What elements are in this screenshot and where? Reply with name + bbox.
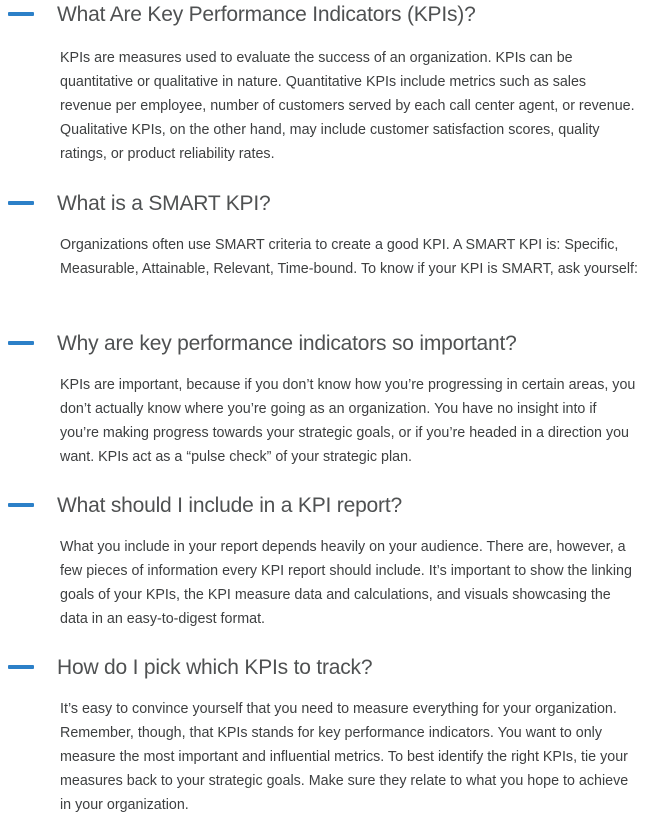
- minus-icon[interactable]: [8, 201, 34, 205]
- faq-item-what-are-kpis: [0, 0, 650, 177]
- minus-icon[interactable]: [8, 503, 34, 507]
- faq-item-kpi-report: [0, 479, 650, 641]
- minus-icon[interactable]: [8, 12, 34, 16]
- minus-icon[interactable]: [8, 341, 34, 345]
- faq-answer: KPIs are important, because if you don’t know how you’re progressing in certain areas, you don’t actually know where you’re going as an organization. You have no insight into if you’re making progress towards your strategic goals, or if you’re headed in a direction you want. KPIs act as a “pulse check” of your strategic plan.: [60, 377, 636, 465]
- faq-question-toggle[interactable]: [0, 329, 650, 365]
- faq-item-pick-kpis: [0, 641, 650, 825]
- faq-question[interactable]: Why are key performance indicators so important?: [57, 332, 517, 355]
- faq-answer: Organizations often use SMART criteria to create a good KPI. A SMART KPI is: Specific, Measurable, Attainable, Relevant, Time-bound. To know if your KPI is SMART, ask yourself:: [60, 237, 638, 277]
- faq-question-toggle[interactable]: [0, 653, 650, 689]
- faq-question-toggle[interactable]: [0, 189, 650, 225]
- faq-question[interactable]: How do I pick which KPIs to track?: [57, 656, 373, 679]
- faq-answer: What you include in your report depends heavily on your audience. There are, however, a few pieces of information every KPI report should include. It’s important to show the linking goals of your KPIs, the KPI measure data and calculations, and visuals showcasing the data in an easy-to-digest format.: [60, 539, 632, 627]
- faq-question[interactable]: What Are Key Performance Indicators (KPIs)?: [57, 3, 476, 26]
- minus-icon[interactable]: [8, 665, 34, 669]
- faq-question-toggle[interactable]: [0, 491, 650, 527]
- faq-answer: It’s easy to convince yourself that you need to measure everything for your organization. Remember, though, that KPIs stands for key performance indicators. You want to only measure the most important and influential metrics. To best identify the right KPIs, tie your measures back to your strategic goals. Make sure they relate to what you hope to achieve in your organization.: [60, 701, 629, 813]
- faq-item-why-important: [0, 317, 650, 479]
- faq-answer: KPIs are measures used to evaluate the success of an organization. KPIs can be quantitative or qualitative in nature. Quantitative KPIs include metrics such as sales revenue per employee, number of customers served by each call center agent, or revenue. Qualitative KPIs, on the other hand, may include customer satisfaction scores, quality ratings, or product reliability rates.: [60, 50, 635, 162]
- faq-question[interactable]: What is a SMART KPI?: [57, 192, 271, 215]
- faq-question-toggle[interactable]: [0, 0, 650, 36]
- faq-item-smart-kpi: [0, 177, 650, 317]
- faq-question[interactable]: What should I include in a KPI report?: [57, 494, 402, 517]
